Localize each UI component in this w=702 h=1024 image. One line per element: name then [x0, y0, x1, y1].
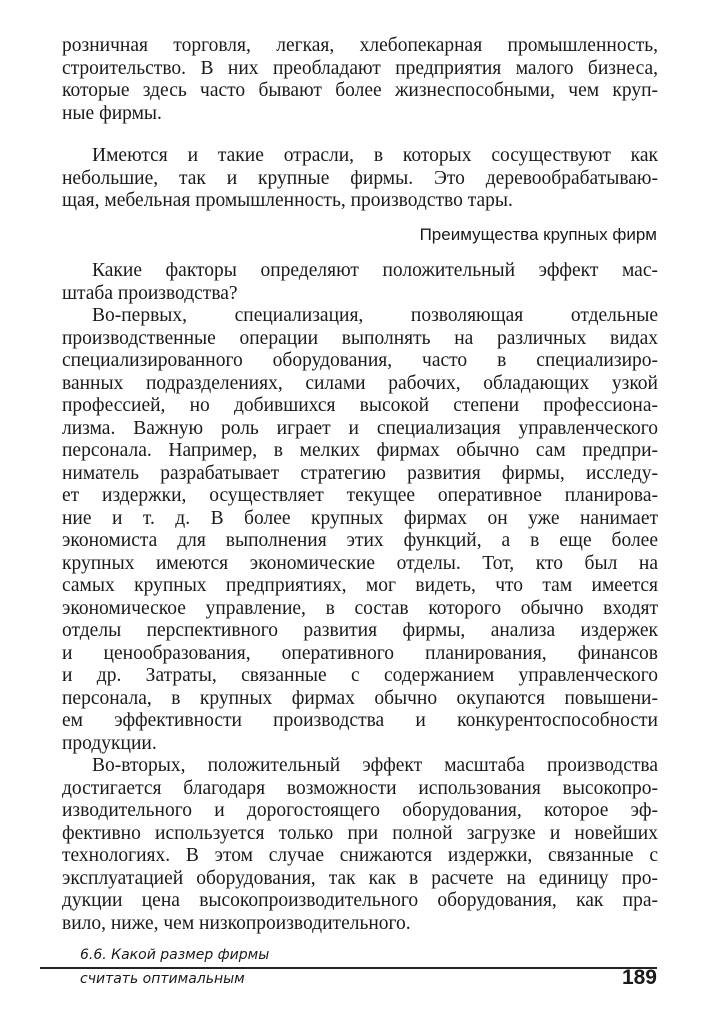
text-line: производственные операции выполнять на различных видах [62, 327, 658, 349]
text-line: персонала, в крупных фирмах обычно окупаются повышени- [62, 687, 658, 709]
page-number: 189 [621, 966, 657, 989]
text-line: технологиях. В этом случае снижаются издержки, связанные с [62, 845, 658, 866]
text-line: которые здесь часто бывают более жизнеспособными, чем круп- [62, 80, 658, 101]
text-line: ем эффективности производства и конкурентоспособности [62, 710, 658, 731]
text-line: розничная торговля, легкая, хлебопекарная промышленность, [62, 35, 658, 56]
paragraph-first-factor [62, 305, 658, 755]
text-line: Имеются и такие отрасли, в которых сосуществуют как [92, 145, 658, 166]
text-line: крупных имеются экономические отделы. Тот, кто был на [62, 552, 658, 574]
text-line: небольшие, так и крупные фирмы. Это деревообрабатываю- [62, 167, 658, 189]
text-line: строительство. В них преобладают предприятия малого бизнеса, [62, 57, 658, 79]
running-title-line-2: считать оптимальным [80, 971, 245, 987]
text-line: Во-вторых, положительный эффект масштаба производства [92, 755, 658, 776]
text-line: фективно используется только при полной загрузке и новейших [62, 822, 658, 844]
text-line: лизма. Важную роль играет и специализация управленческого [62, 417, 658, 439]
text-line: экономиста для выполнения этих функций, а в еще более [62, 530, 658, 551]
text-line: самых крупных предприятиях, мог видеть, что там имеется [62, 575, 658, 596]
paragraph-mixed-industries [62, 145, 658, 213]
text-line: Во-первых, специализация, позволяющая отдельные [92, 305, 658, 326]
text-line: достигается благодаря возможности использования высокопро- [62, 777, 658, 799]
paragraph-industries [62, 35, 658, 125]
text-line: ванных подразделениях, силами рабочих, обладающих узкой [62, 372, 658, 394]
footer-rule [40, 967, 657, 969]
text-line: вило, ниже, чем низкопроизводительного. [62, 912, 411, 934]
text-line: ниматель разрабатывает стратегию развития фирмы, исследу- [62, 462, 658, 484]
text-line: дукции цена высокопроизводительного оборудования, как пра- [62, 890, 658, 911]
section-heading: Преимущества крупных фирм [419, 225, 657, 244]
text-line: штаба производства? [62, 282, 238, 304]
text-line: профессией, но добившихся высокой степени профессиона- [62, 395, 658, 416]
text-line: экономическое управление, в состав которого обычно входят [62, 597, 658, 619]
text-line: ние и т. д. В более крупных фирмах он уже нанимает [62, 507, 658, 529]
text-line: отделы перспективного развития фирмы, анализа издержек [62, 620, 658, 641]
text-line: Какие факторы определяют положительный эффект мас- [92, 260, 658, 281]
text-line: ет издержки, осуществляет текущее оперативное планирова- [62, 485, 658, 506]
text-line: и др. Затраты, связанные с содержанием управленческого [62, 665, 658, 686]
text-line: изводительного и дорогостоящего оборудования, которое эф- [62, 800, 658, 821]
text-line: ные фирмы. [62, 102, 162, 124]
text-line: продукции. [62, 732, 157, 754]
text-line: эксплуатацией оборудования, так как в расчете на единицу про- [62, 867, 658, 889]
text-line: персонала. Например, в мелких фирмах обычно сам предпри- [62, 440, 658, 461]
paragraph-second-factor [62, 755, 658, 935]
text-line: щая, мебельная промышленность, производство тары. [62, 190, 513, 211]
text-line: специализированного оборудования, часто в специализиро- [62, 350, 658, 371]
text-line: и ценообразования, оперативного планирования, финансов [62, 642, 658, 664]
running-title-line-1: 6.6. Какой размер фирмы [80, 947, 270, 963]
main-text [62, 260, 658, 935]
paragraph-question [62, 260, 658, 305]
